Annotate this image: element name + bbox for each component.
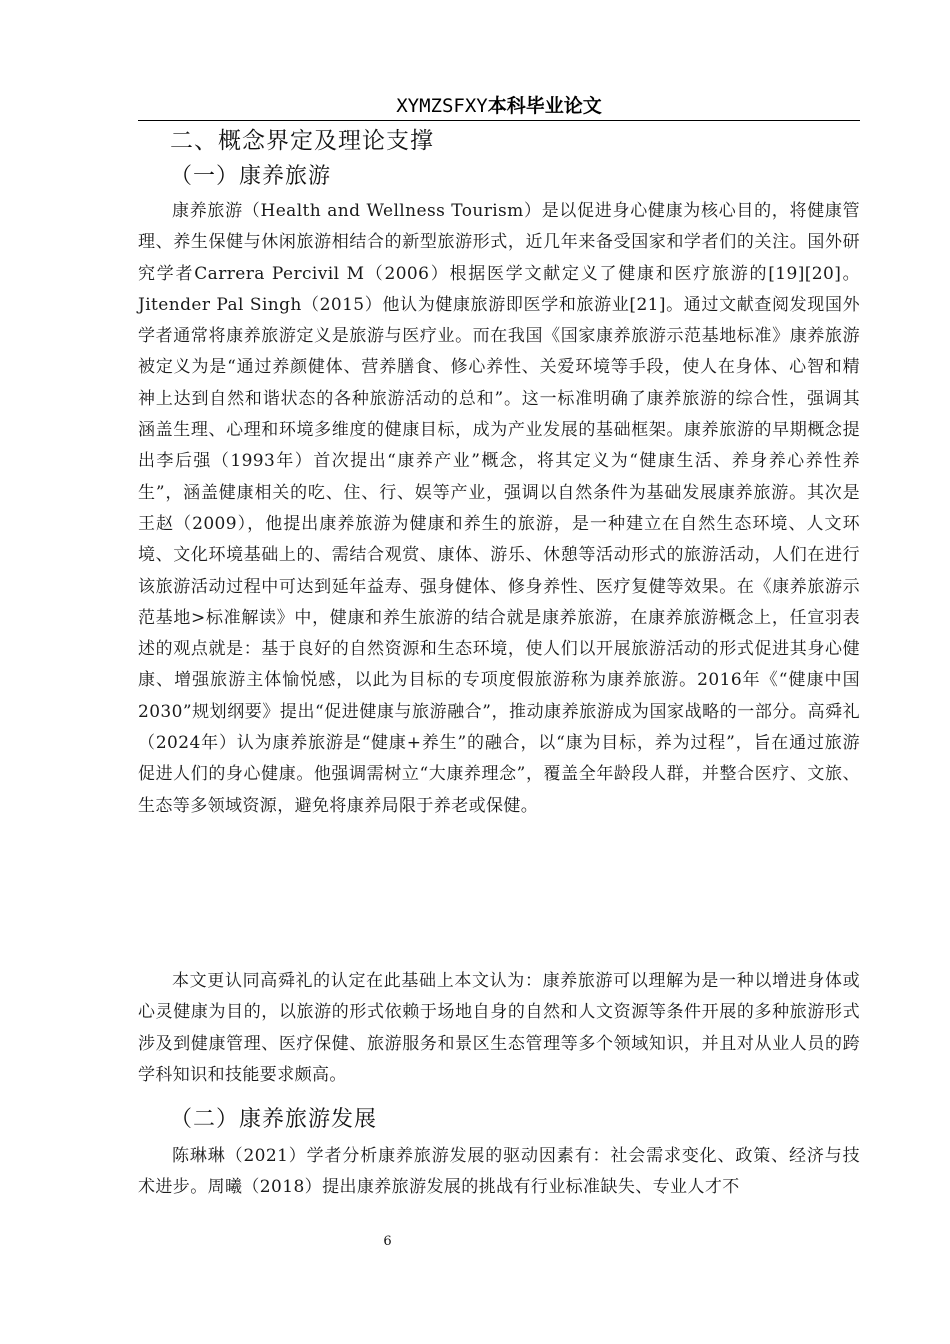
page-header (138, 92, 860, 120)
header-abbreviation: XYMZSFXY (396, 95, 488, 117)
page-number: 6 (383, 1234, 392, 1249)
subsection-title-2: （二）康养旅游发展 (170, 1107, 378, 1132)
paragraph-development: 陈琳琳（2021）学者分析康养旅游发展的驱动因素有：社会需求变化、政策、经济与技术进步。周曦（2018）提出康养旅游发展的挑战有行业标准缺失、专业人才不 (138, 1146, 860, 1198)
subsection-title-1: （一）康养旅游 (170, 164, 332, 189)
paragraph-author-view: 本文更认同高舜礼的认定在此基础上本文认为：康养旅游可以理解为是一种以增进身体或心灵健康为目的，以旅游的形式依赖于场地自身的自然和人文资源等条件开展的多种旅游形式涉及到健康管理、医疗保健、旅游服务和景区生态管理等多个领域知识，并且对从业人员的跨学科知识和技能要求颇高。 (138, 971, 860, 1085)
paragraph-definition: 康养旅游（Health and Wellness Tourism）是以促进身心健康为核心目的，将健康管理、养生保健与休闲旅游相结合的新型旅游形式，近几年来备受国家和学者们的关注。国外研究学者Carrera Percivil M（2006）根据医学文献定义了健康和医疗旅游的[19][20]。Jitender Pal Singh（2015）他认为健康旅游即医学和旅游业[21]。通过文献查阅发现国外学者通常将康养旅游定义是旅游与医疗业。而在我国《国家康养旅游示范基地标准》康养旅游被定义为是“通过养颜健体、营养膳食、修心养性、关爱环境等手段，使人在身体、心智和精神上达到自然和谐状态的各种旅游活动的总和”。这一标准明确了康养旅游的综合性，强调其涵盖生理、心理和环境多维度的健康目标，成为产业发展的基础框架。康养旅游的早期概念提出李后强（1993年）首次提出“康养产业”概念，将其定义为“健康生活、养身养心养性养生”，涵盖健康相关的吃、住、行、娱等产业，强调以自然条件为基础发展康养旅游。其次是王赵（2009），他提出康养旅游为健康和养生的旅游，是一种建立在自然生态环境、人文环境、文化环境基础上的、需结合观赏、康体、游乐、休憩等活动形式的旅游活动，人们在进行该旅游活动过程中可达到延年益寿、强身健体、修身养性、医疗复健等效果。在《康养旅游示范基地>标准解读》中，健康和养生旅游的结合就是康养旅游，在康养旅游概念上，任宣羽表述的观点就是：基于良好的自然资源和生态环境，使人们以开展旅游活动的形式促进其身心健康、增强旅游主体愉悦感，以此为目标的专项度假旅游称为康养旅游。2016年《“健康中国2030”规划纲要》提出“促进健康与旅游融合”，推动康养旅游成为国家战略的一部分。高舜礼（2024年）认为康养旅游是“健康+养生”的融合，以“康为目标，养为过程”，旨在通过旅游促进人们的身心健康。他强调需树立“大康养理念”，覆盖全年龄段人群，并整合医疗、文旅、生态等多领域资源，避免将康养局限于养老或保健。 (138, 201, 860, 816)
section-title: 二、概念界定及理论支撑 (170, 128, 434, 154)
header-rule (138, 120, 860, 121)
header-thesis-label: 本科毕业论文 (487, 95, 602, 117)
